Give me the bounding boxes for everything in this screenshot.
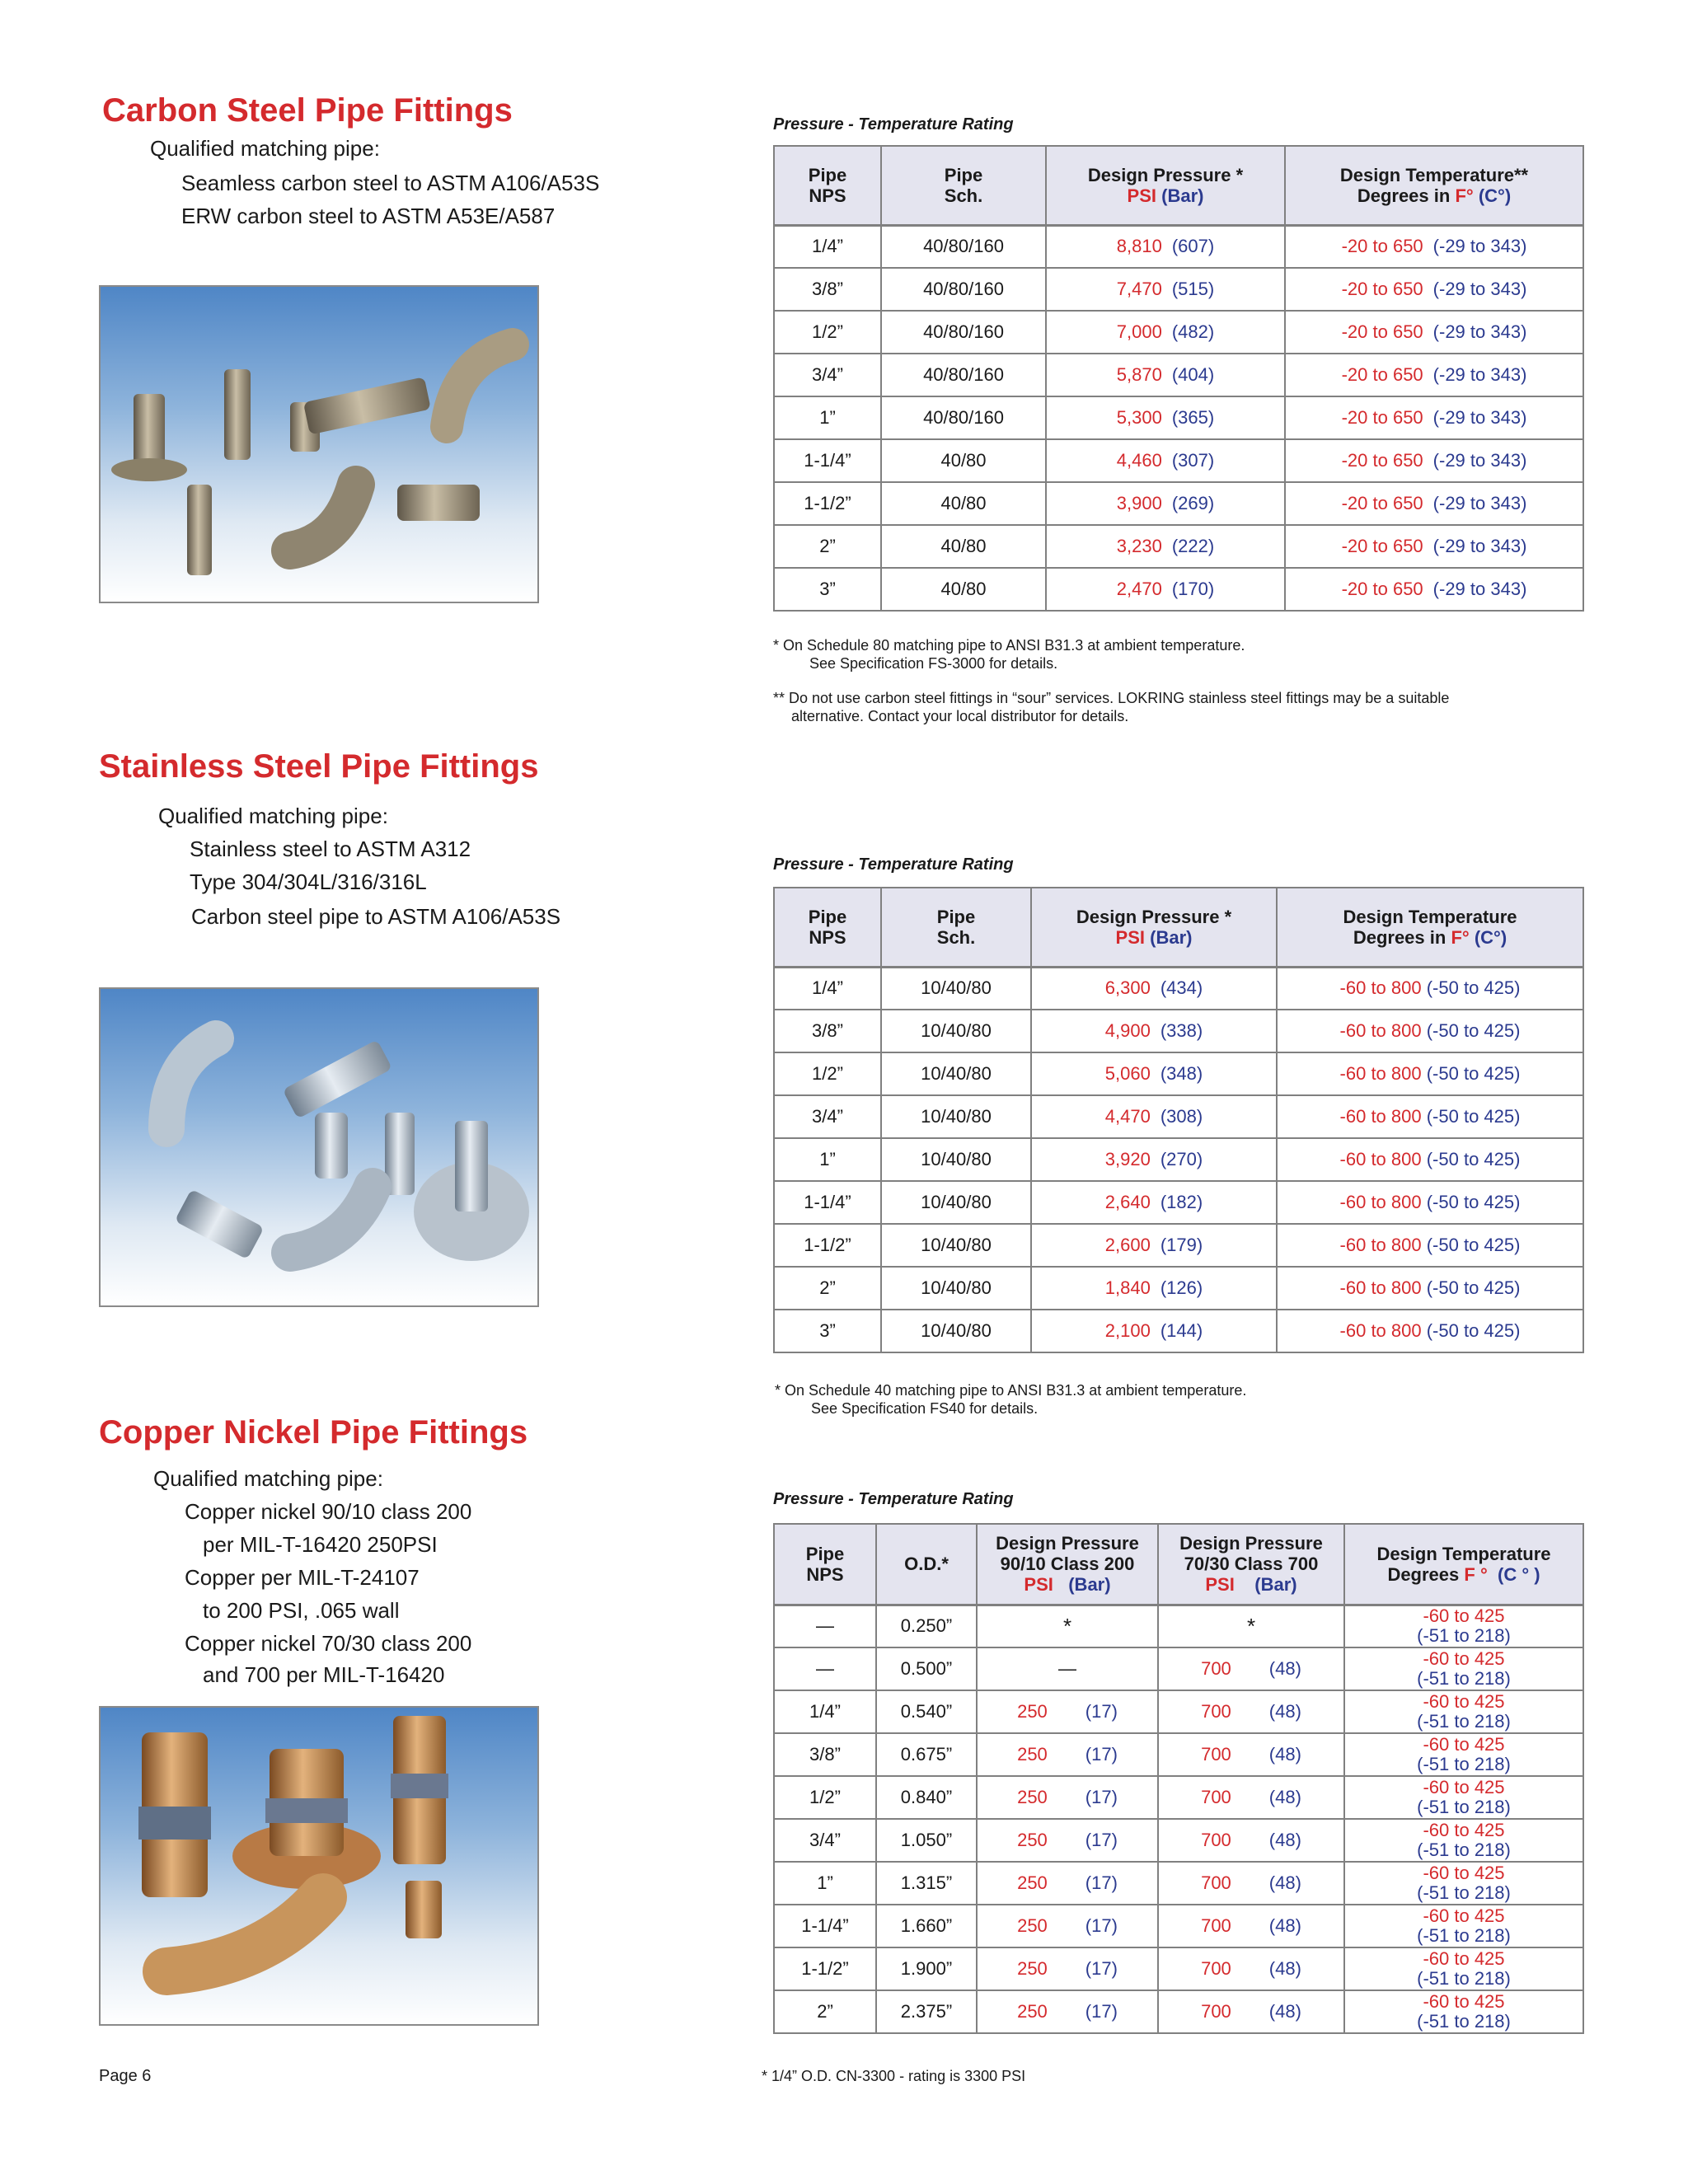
- copper-table-caption: Pressure - Temperature Rating: [773, 1490, 1014, 1508]
- header-pressure-70-30: Design Pressure 70/30 Class 700 PSI (Bar): [1158, 1524, 1344, 1605]
- copper-pipe-line: Copper nickel 90/10 class 200: [185, 1499, 472, 1524]
- header-temperature: Design Temperature** Degrees in F° (C°): [1285, 146, 1583, 225]
- copper-rating-table: [773, 1523, 1584, 2034]
- table-row: 3/4” 1.050” 250 (17) 700 (48) -60 to 425 (-51 to 218): [774, 1819, 1583, 1862]
- table-row: 1-1/2” 1.900” 250 (17) 700 (48) -60 to 425 (-51 to 218): [774, 1947, 1583, 1990]
- table-row: 1” 1.315” 250 (17) 700 (48) -60 to 425 (-51 to 218): [774, 1862, 1583, 1905]
- table-row: 3” 40/80 2,470 (170) -20 to 650 (-29 to 343): [774, 568, 1583, 611]
- header-pressure-90-10: Design Pressure 90/10 Class 200 PSI (Bar): [977, 1524, 1158, 1605]
- carbon-note-2: ** Do not use carbon steel fittings in “sour” services. LOKRING stainless steel fittings may be a suitable: [773, 690, 1450, 706]
- page-number: Page 6: [99, 2067, 152, 2085]
- table-row: 2” 2.375” 250 (17) 700 (48) -60 to 425 (-51 to 218): [774, 1990, 1583, 2033]
- stainless-qualified-label: Qualified matching pipe:: [158, 804, 388, 828]
- copper-pipe-line: and 700 per MIL-T-16420: [203, 1662, 445, 1687]
- copper-title: Copper Nickel Pipe Fittings: [99, 1414, 528, 1451]
- carbon-fittings-photo: [99, 285, 539, 603]
- table-row: 1/2” 0.840” 250 (17) 700 (48) -60 to 425 (-51 to 218): [774, 1776, 1583, 1819]
- table-row: 1-1/2” 10/40/80 2,600 (179) -60 to 800 (-50 to 425): [774, 1224, 1583, 1267]
- table-row: — 0.250” * * -60 to 425 (-51 to 218): [774, 1605, 1583, 1647]
- table-row: 3/4” 10/40/80 4,470 (308) -60 to 800 (-50 to 425): [774, 1095, 1583, 1138]
- header-nps: Pipe NPS: [774, 1524, 876, 1605]
- table-row: 3/4” 40/80/160 5,870 (404) -20 to 650 (-29 to 343): [774, 354, 1583, 396]
- table-row: 3/8” 40/80/160 7,470 (515) -20 to 650 (-29 to 343): [774, 268, 1583, 311]
- table-header-row: [774, 146, 1583, 225]
- table-row: 1-1/4” 1.660” 250 (17) 700 (48) -60 to 425 (-51 to 218): [774, 1905, 1583, 1947]
- header-pressure: Design Pressure * PSI (Bar): [1031, 888, 1277, 967]
- table-row: 1-1/4” 40/80 4,460 (307) -20 to 650 (-29 to 343): [774, 439, 1583, 482]
- stainless-rating-table: [773, 887, 1584, 1353]
- carbon-note-1: * On Schedule 80 matching pipe to ANSI B31.3 at ambient temperature.: [773, 637, 1245, 654]
- stainless-table-caption: Pressure - Temperature Rating: [773, 855, 1014, 874]
- copper-pipe-line: to 200 PSI, .065 wall: [203, 1598, 400, 1623]
- stainless-fittings-photo: [99, 987, 539, 1307]
- copper-pipe-line: Copper nickel 70/30 class 200: [185, 1631, 472, 1656]
- carbon-pipe-line: Seamless carbon steel to ASTM A106/A53S: [181, 171, 600, 195]
- header-sch: Pipe Sch.: [881, 146, 1046, 225]
- table-header-row: [774, 1524, 1583, 1605]
- stainless-note-1: * On Schedule 40 matching pipe to ANSI B31.3 at ambient temperature.: [775, 1382, 1247, 1399]
- table-row: 1/4” 10/40/80 6,300 (434) -60 to 800 (-50 to 425): [774, 967, 1583, 1010]
- header-temperature: Design Temperature Degrees F ° (C ° ): [1344, 1524, 1583, 1605]
- table-row: 1-1/4” 10/40/80 2,640 (182) -60 to 800 (-50 to 425): [774, 1181, 1583, 1224]
- table-row: 2” 40/80 3,230 (222) -20 to 650 (-29 to 343): [774, 525, 1583, 568]
- carbon-table-caption: Pressure - Temperature Rating: [773, 115, 1014, 134]
- stainless-fitting-shapes: [166, 1038, 529, 1261]
- table-row: 3/8” 0.675” 250 (17) 700 (48) -60 to 425 (-51 to 218): [774, 1733, 1583, 1776]
- copper-pipe-line: per MIL-T-16420 250PSI: [203, 1532, 438, 1557]
- carbon-title: Carbon Steel Pipe Fittings: [102, 92, 513, 129]
- table-row: — 0.500” — 700 (48) -60 to 425 (-51 to 218): [774, 1647, 1583, 1690]
- table-row: 3/8” 10/40/80 4,900 (338) -60 to 800 (-50 to 425): [774, 1010, 1583, 1052]
- carbon-fitting-shapes: [111, 344, 513, 575]
- stainless-pipe-line: Type 304/304L/316/316L: [190, 869, 427, 894]
- header-nps: Pipe NPS: [774, 146, 881, 225]
- table-row: 1-1/2” 40/80 3,900 (269) -20 to 650 (-29 to 343): [774, 482, 1583, 525]
- carbon-qualified-label: Qualified matching pipe:: [150, 136, 380, 161]
- table-row: 2” 10/40/80 1,840 (126) -60 to 800 (-50 to 425): [774, 1267, 1583, 1310]
- table-row: 1/4” 0.540” 250 (17) 700 (48) -60 to 425 (-51 to 218): [774, 1690, 1583, 1733]
- stainless-pipe-line: Stainless steel to ASTM A312: [190, 837, 471, 861]
- table-row: 1/2” 40/80/160 7,000 (482) -20 to 650 (-29 to 343): [774, 311, 1583, 354]
- stainless-pipe-line: Carbon steel pipe to ASTM A106/A53S: [191, 904, 561, 929]
- copper-pipe-line: Copper per MIL-T-24107: [185, 1565, 420, 1590]
- table-row: 1/2” 10/40/80 5,060 (348) -60 to 800 (-50 to 425): [774, 1052, 1583, 1095]
- table-header-row: [774, 888, 1583, 967]
- header-temperature: Design Temperature Degrees in F° (C°): [1277, 888, 1583, 967]
- table-row: 1/4” 40/80/160 8,810 (607) -20 to 650 (-29 to 343): [774, 225, 1583, 268]
- carbon-pipe-line: ERW carbon steel to ASTM A53E/A587: [181, 204, 556, 228]
- carbon-rating-table: [773, 145, 1584, 612]
- copper-fitting-shapes: [138, 1716, 448, 1971]
- stainless-note-1-detail: See Specification FS40 for details.: [811, 1400, 1039, 1417]
- table-row: 3” 10/40/80 2,100 (144) -60 to 800 (-50 to 425): [774, 1310, 1583, 1352]
- carbon-note-1-detail: See Specification FS-3000 for details.: [809, 655, 1058, 672]
- copper-qualified-label: Qualified matching pipe:: [153, 1466, 383, 1491]
- stainless-title: Stainless Steel Pipe Fittings: [99, 748, 539, 785]
- header-sch: Pipe Sch.: [881, 888, 1031, 967]
- header-od: O.D.*: [876, 1524, 977, 1605]
- table-row: 1” 40/80/160 5,300 (365) -20 to 650 (-29 to 343): [774, 396, 1583, 439]
- header-nps: Pipe NPS: [774, 888, 881, 967]
- carbon-note-2-detail: alternative. Contact your local distributor for details.: [791, 708, 1129, 724]
- table-row: 1” 10/40/80 3,920 (270) -60 to 800 (-50 to 425): [774, 1138, 1583, 1181]
- copper-fittings-photo: [99, 1706, 539, 2026]
- copper-note: * 1/4” O.D. CN-3300 - rating is 3300 PSI: [762, 2068, 1026, 2084]
- header-pressure: Design Pressure * PSI (Bar): [1046, 146, 1285, 225]
